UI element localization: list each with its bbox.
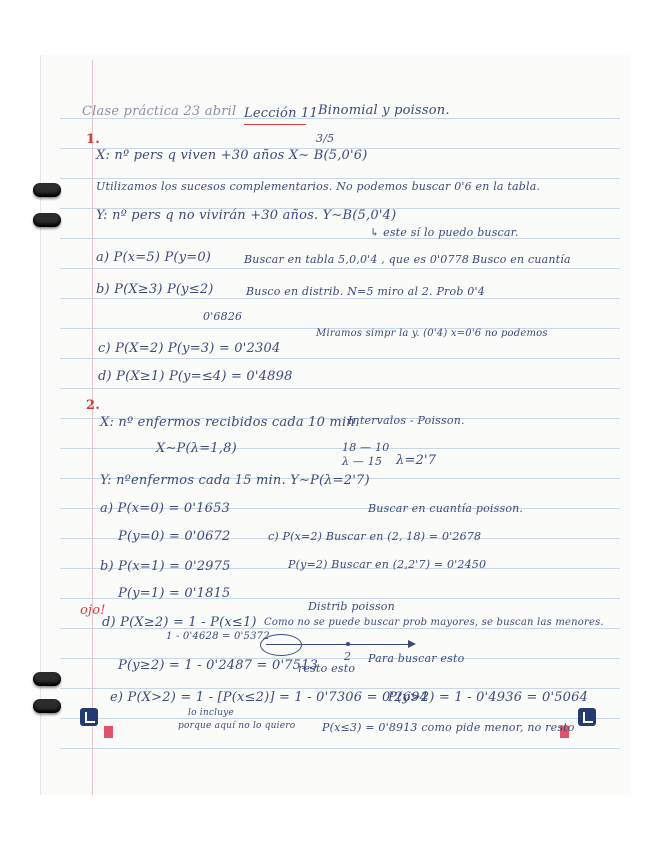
ex1-c: c) P(X=2) P(y=3) = 0'2304 xyxy=(98,341,281,356)
ex1-d: d) P(X≥1) P(y=≤4) = 0'4898 xyxy=(98,369,293,384)
lesson-underline xyxy=(244,124,306,125)
ruled-line xyxy=(60,298,620,299)
axis-label: 2 xyxy=(344,650,352,663)
ex2-a1: a) P(x=0) = 0'1653 xyxy=(100,501,231,516)
exercise-number: 2. xyxy=(86,398,100,413)
ruled-line xyxy=(60,268,620,269)
ruled-line xyxy=(60,718,620,719)
ojo-note: ojo! xyxy=(80,603,106,618)
ex2-e2: P(y>2) = 1 - 0'4936 = 0'5064 xyxy=(388,690,589,705)
number-line-point xyxy=(346,642,350,646)
ex2-rule-line2: λ — 15 xyxy=(342,455,383,468)
ex2-c2: P(y=2) Buscar en (2,2'7) = 0'2450 xyxy=(288,558,487,571)
topic-title: Binomial y poisson. xyxy=(318,103,450,118)
ex2-x-definition: X: nº enfermos recibidos cada 10 min. xyxy=(100,415,360,430)
margin-line xyxy=(92,60,93,795)
binder-ring xyxy=(33,183,61,197)
ex1-miramos-note: Miramos simpr la y. (0'4) x=0'6 no podemos xyxy=(316,328,548,339)
ruled-line xyxy=(60,388,620,389)
ex1-y-definition: Y: nº pers q no vivirán +30 años. Y∼B(5,0'4) xyxy=(96,208,397,223)
ex2-a1-note: Buscar en cuantía poisson. xyxy=(368,502,524,515)
number-line-arrow xyxy=(266,644,414,645)
ex2-x-dist: X∼P(λ=1,8) xyxy=(156,441,237,456)
ex2-d-calc: 1 - 0'4628 = 0'5372 xyxy=(166,631,270,642)
lesson-title: Lección 11 xyxy=(244,106,318,121)
ex2-a2: P(y=0) = 0'0672 xyxy=(118,529,231,544)
ex2-porque: porque aquí no lo quiero xyxy=(178,721,296,731)
ex2-b2: P(y=1) = 0'1815 xyxy=(118,586,231,601)
ruled-line xyxy=(60,448,620,449)
ex1-y-note: ↳ este sí lo puedo buscar. xyxy=(370,226,519,239)
ex1-x-definition: X: nº pers q viven +30 años X∼ B(5,0'6) xyxy=(96,148,368,163)
ruled-line xyxy=(60,748,620,749)
ex2-d1: d) P(X≥2) = 1 - P(x≤1) xyxy=(102,615,257,630)
ex2-distr-note: Distrib poisson xyxy=(308,600,395,613)
score: 3/5 xyxy=(316,132,335,145)
notebook-tag-icon xyxy=(104,726,113,738)
ex1-a: a) P(x=5) P(y=0) xyxy=(96,250,212,265)
ex2-y-definition: Y: nºenfermos cada 15 min. Y∼P(λ=2'7) xyxy=(100,473,370,488)
ex2-rule-line1: 18 — 10 xyxy=(342,441,390,454)
interval-circle xyxy=(260,634,302,656)
ex1-b-result: 0'6826 xyxy=(203,310,243,323)
ex1-a-note2: Busco en cuantía xyxy=(472,253,571,266)
ex1-complement-note: Utilizamos los sucesos complementarios. No podemos buscar 0'6 en la tabla. xyxy=(96,180,541,193)
binder-ring xyxy=(33,699,61,713)
ex2-e1: e) P(X>2) = 1 - [P(x≤2)] = 1 - 0'7306 = 0'2694 xyxy=(110,690,429,705)
ex1-b-note: Busco en distrib. N=5 miro al 2. Prob 0'4 xyxy=(246,285,485,298)
ex2-c1: c) P(x=2) Buscar en (2, 18) = 0'2678 xyxy=(268,530,482,543)
ex2-b1: b) P(x=1) = 0'2975 xyxy=(100,559,231,574)
ex2-no-incluye: lo incluye xyxy=(188,708,234,718)
ruled-line xyxy=(60,358,620,359)
ex2-resto: resto esto xyxy=(298,662,356,675)
ruled-line xyxy=(60,688,620,689)
notebook-logo-icon xyxy=(578,708,596,726)
class-title: Clase práctica 23 abril xyxy=(82,104,237,119)
ex1-a-note: Buscar en tabla 5,0,0'4 , que es 0'0778 xyxy=(244,253,470,266)
ex2-d-note: Como no se puede buscar prob mayores, se buscan las menores. xyxy=(264,617,604,628)
notebook-logo-icon xyxy=(80,708,98,726)
ex2-intervals: Intervalos - Poisson. xyxy=(348,414,465,427)
binder-ring xyxy=(33,672,61,686)
binder-ring xyxy=(33,213,61,227)
ex1-b: b) P(X≥3) P(y≤2) xyxy=(96,282,214,297)
exercise-number: 1. xyxy=(86,132,100,147)
ex2-para-buscar: Para buscar esto xyxy=(368,652,465,665)
ruled-line xyxy=(60,178,620,179)
ex2-lambda-result: λ=2'7 xyxy=(396,453,437,468)
ex2-e3: P(x≤3) = 0'8913 como pide menor, no resto xyxy=(322,721,575,734)
ruled-line xyxy=(60,238,620,239)
ex2-d2: P(y≥2) = 1 - 0'2487 = 0'7513 xyxy=(118,658,319,673)
